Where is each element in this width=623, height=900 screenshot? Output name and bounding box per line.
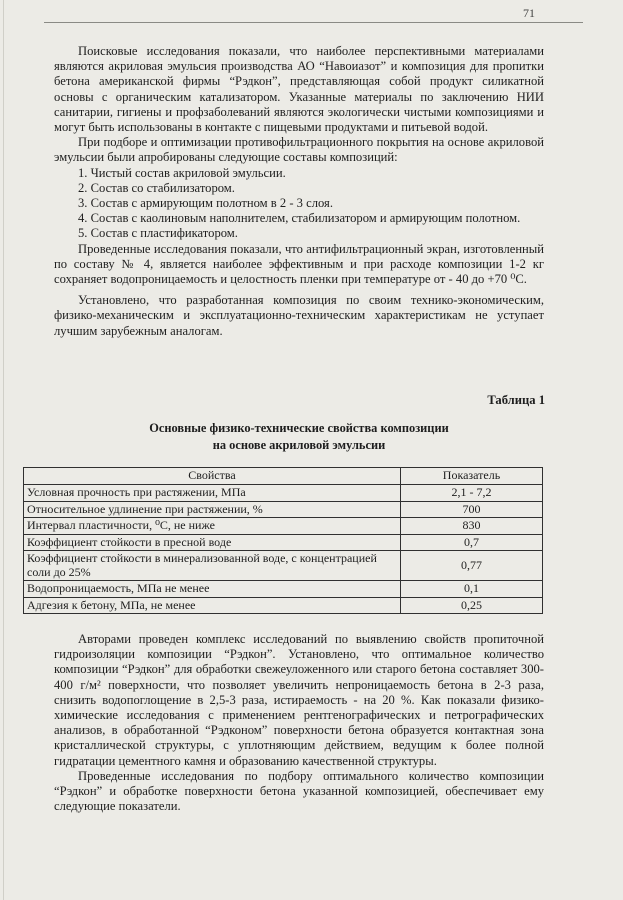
property-cell: Относительное удлинение при растяжении, %	[24, 501, 401, 518]
property-cell: Интервал пластичности, ⁰С, не ниже	[24, 518, 401, 535]
body-text-top	[54, 44, 544, 339]
paragraph-redcon: Авторами проведен комплекс исследований по выявлению свойств пропиточной гидроизоляции композиции “Рэдкон”. Установлено, что оптимальное количество композиции “Рэдкон” для обработки свежеуложенного или старого бетона составляет 300-400 г/м² поверхности, что позволяет увеличить непроницаемость бетона в 2-3 раза, снизить водопоглощение в 2,5-3 раза, истираемость - на 20 %. Как показали физико-химические исследования с применением рентгенографических и петрографических анализов, в обработанной “Рэдконом” поверхности бетона образуется контактная зона кристаллической структуры, с уплотняющим действием, ведущим к более полной гидратации цементного камня и образованию качественной структуры.	[54, 632, 544, 768]
list-item: 4. Состав с каолиновым наполнителем, стабилизатором и армирующим полотном.	[78, 211, 521, 226]
property-cell: Водопроницаемость, МПа не менее	[24, 581, 401, 598]
paragraph-final: Проведенные исследования по подбору оптимального количество композиции “Рэдкон” и обработке поверхности бетона указанной композицией, обеспечивает ему следующие показатели.	[54, 768, 544, 814]
paragraph-materials: Поисковые исследования показали, что наиболее перспективными материалами являются акриловая эмульсия производства АО “Навоиазот” и композиция для пропитки бетона американской фирмы “Рэдкон”, представляющая собой продукт силикатной основы с органическим катализатором. Указанные материалы по заключению НИИ санитарии, гигиены и профзаболеваний являются экологически чистыми композициями и могут быть использованы в контакте с пищевыми продуктами и питьевой водой.	[54, 44, 544, 135]
paragraph-result: Проведенные исследования показали, что антифильтрационный экран, изготовленный по составу № 4, является наиболее эффективным и при расходе композиции 1-2 кг сохраняет водопроницаемость и целостность пленки при температуре от - 40 до +70 ⁰С.	[54, 241, 544, 287]
page-edge	[3, 0, 4, 900]
value-cell: 0,77	[401, 551, 543, 581]
header-rule	[44, 22, 583, 23]
property-cell: Адгезия к бетону, МПа, не менее	[24, 597, 401, 614]
table-row	[24, 518, 543, 535]
table-header-row	[24, 468, 543, 485]
value-cell: 830	[401, 518, 543, 535]
value-cell: 0,25	[401, 597, 543, 614]
table-title	[54, 420, 544, 454]
table-row	[24, 534, 543, 551]
table-title-line: на основе акриловой эмульсии	[212, 438, 386, 452]
paragraph-selection: При подборе и оптимизации противофильтрационного покрытия на основе акриловой эмульсии были апробированы следующие составы композиций:	[54, 135, 544, 165]
property-cell: Коэффициент стойкости в минерализованной воде, с концентрацией соли до 25%	[24, 551, 401, 581]
table-row	[24, 581, 543, 598]
table-row	[24, 551, 543, 581]
list-item: 3. Состав с армирующим полотном в 2 - 3 слоя.	[78, 196, 333, 211]
list-item: 5. Состав с пластификатором.	[78, 226, 238, 241]
table-title-line: Основные физико-технические свойства композиции	[149, 421, 449, 435]
value-cell: 0,1	[401, 581, 543, 598]
list-item: 1. Чистый состав акриловой эмульсии.	[78, 165, 286, 180]
paragraph-conclusion: Установлено, что разработанная композиция по своим технико-экономическим, физико-механическим и эксплуатационно-техническим характеристикам не уступает лучшим зарубежным аналогам.	[54, 293, 544, 338]
header-property: Свойства	[24, 468, 401, 485]
table-label: Таблица 1	[487, 393, 545, 407]
table-row	[24, 597, 543, 614]
value-cell: 700	[401, 501, 543, 518]
table-row	[24, 501, 543, 518]
header-value: Показатель	[401, 468, 543, 485]
properties-table	[23, 467, 543, 614]
property-cell: Условная прочность при растяжении, МПа	[24, 485, 401, 502]
page-number: 71	[523, 6, 535, 20]
list-item: 2. Состав со стабилизатором.	[78, 180, 235, 195]
property-cell: Коэффициент стойкости в пресной воде	[24, 534, 401, 551]
value-cell: 0,7	[401, 534, 543, 551]
value-cell: 2,1 - 7,2	[401, 485, 543, 502]
table-row	[24, 485, 543, 502]
body-text-bottom	[54, 632, 544, 814]
